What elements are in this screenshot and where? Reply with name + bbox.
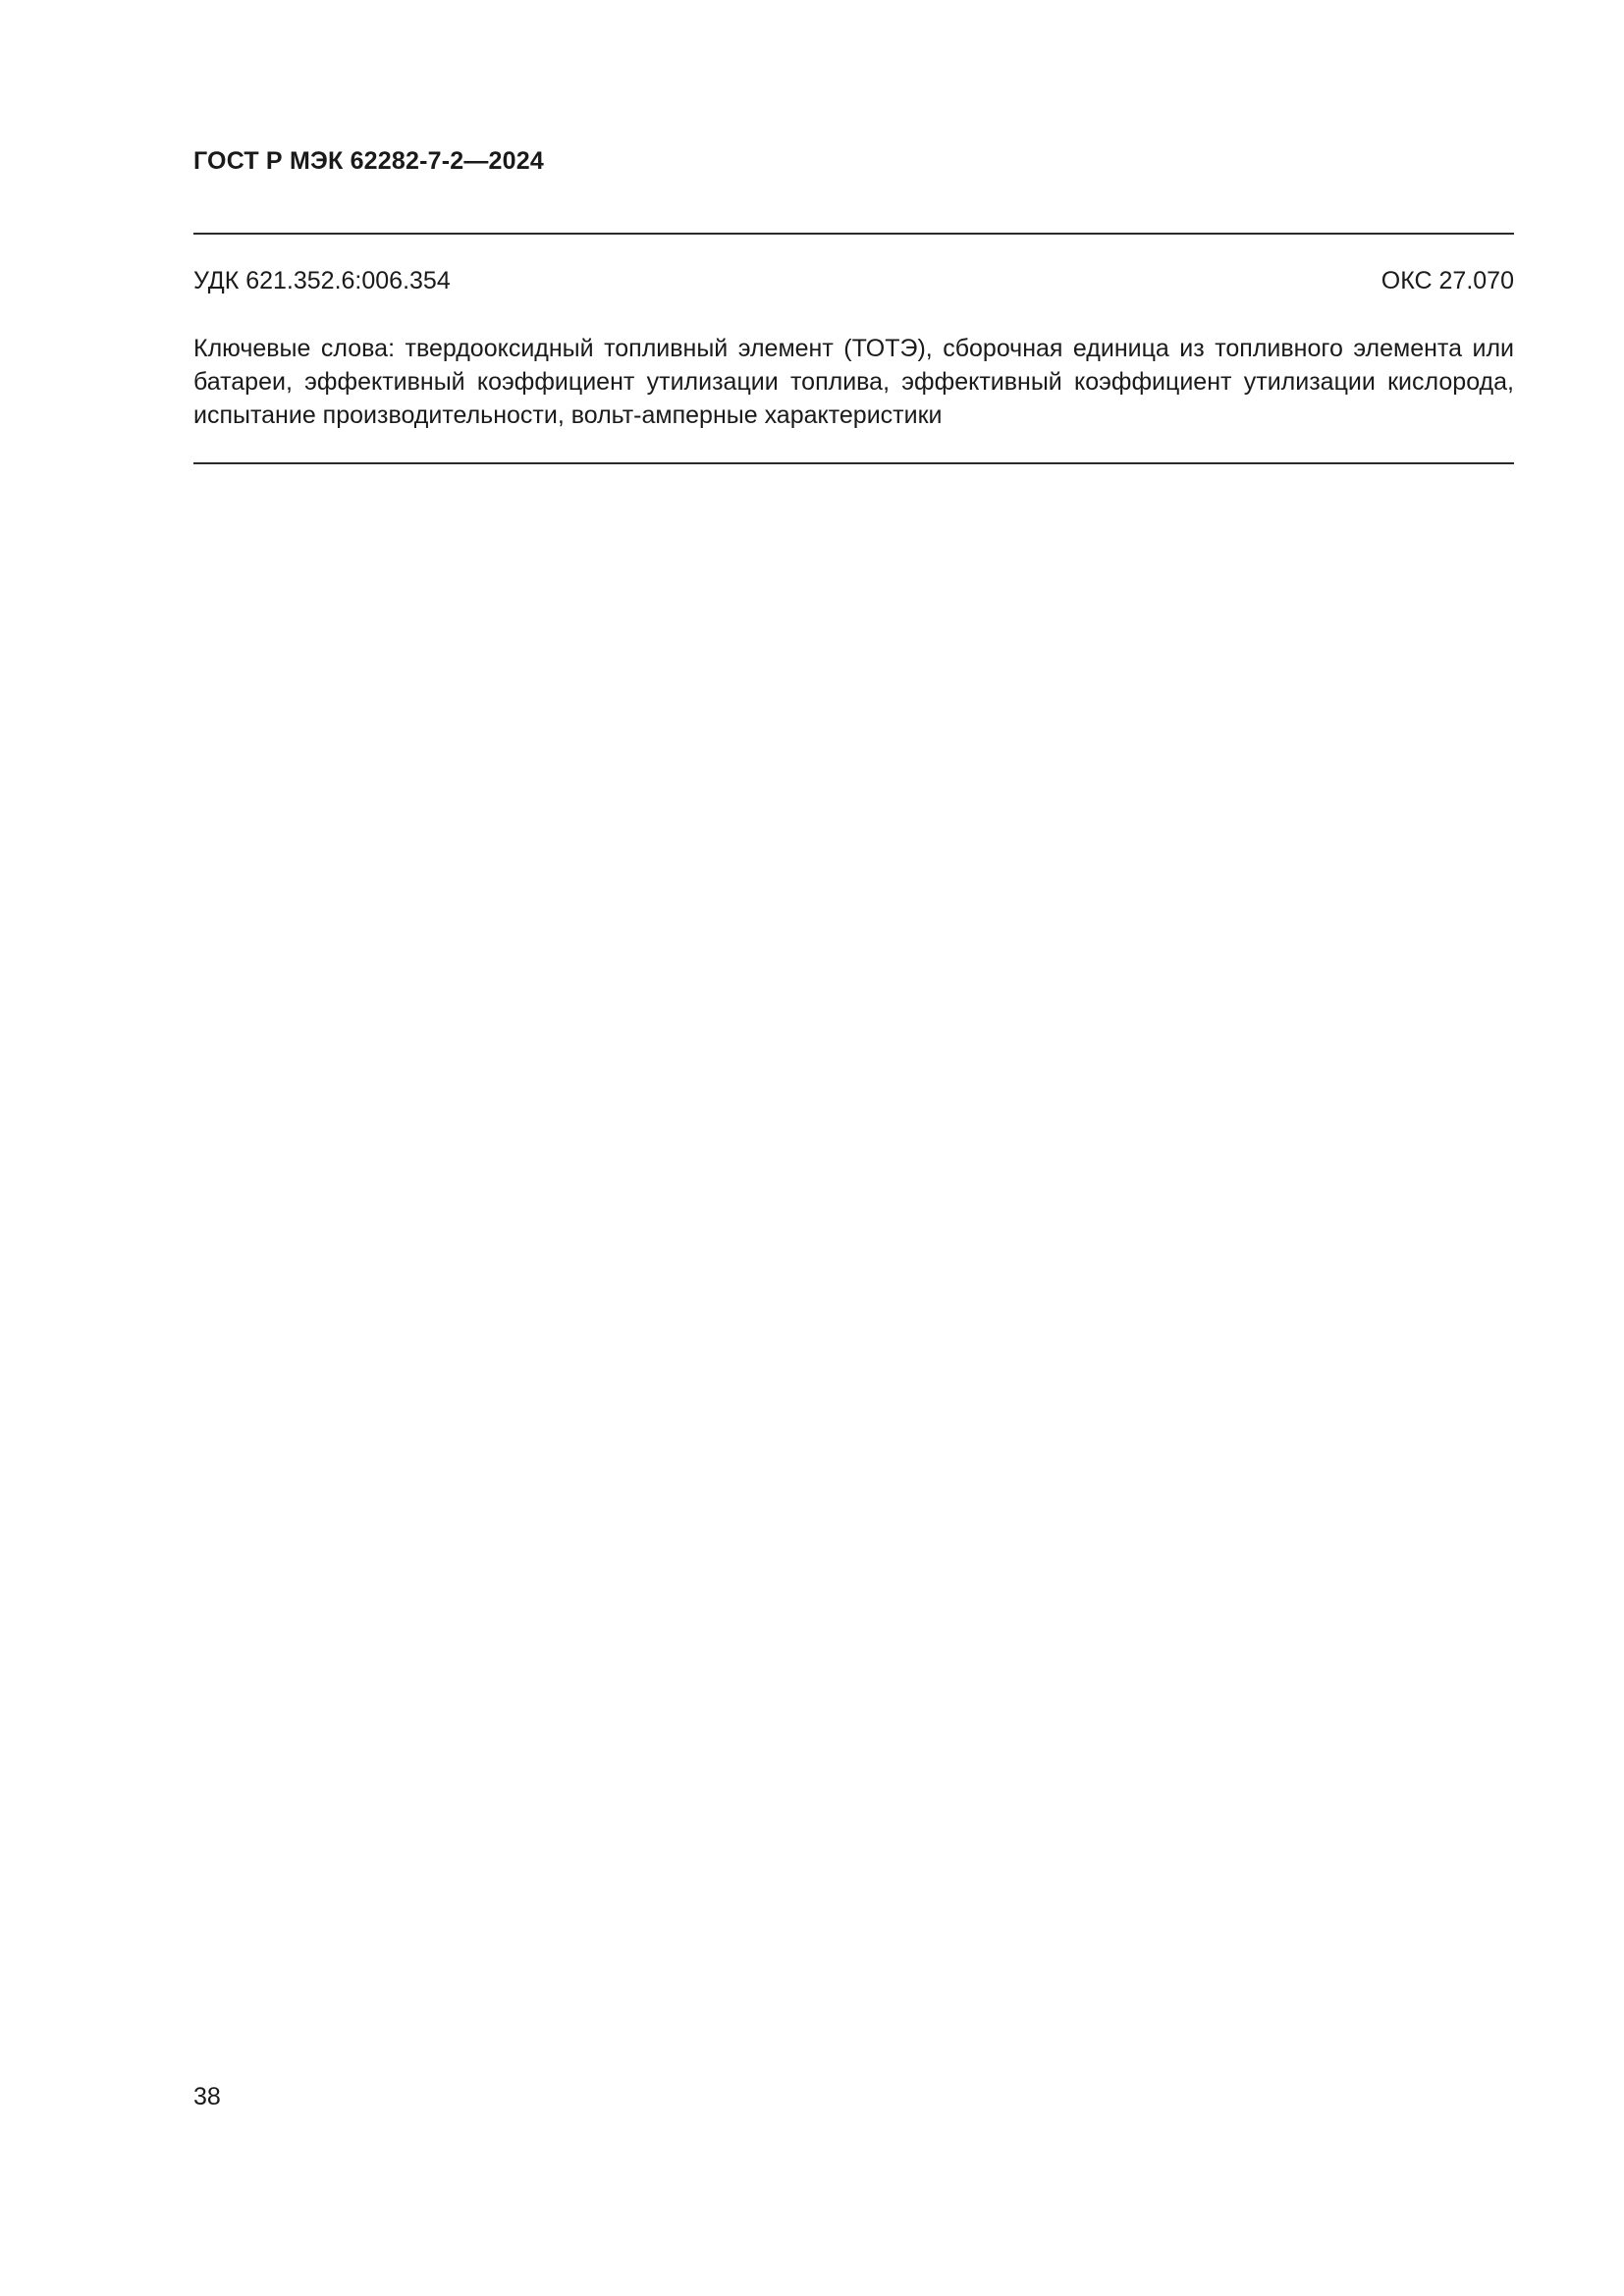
page-number: 38: [193, 2083, 221, 2110]
classification-codes: [193, 267, 1514, 300]
udk-code: УДК 621.352.6:006.354: [193, 267, 451, 294]
standard-designation: ГОСТ Р МЭК 62282-7-2—2024: [193, 147, 544, 175]
oks-code: ОКС 27.070: [1380, 267, 1514, 294]
bottom-divider: [193, 462, 1514, 464]
top-divider: [193, 233, 1514, 235]
keywords-paragraph: Ключевые слова: твердооксидный топливный элемент (ТОТЭ), сборочная единица из топливного элемента или батареи, эффективный коэффициент утилизации топлива, эффективный коэффициент утилизации кислорода, испытание производительности, вольт-амперные характеристики: [193, 335, 1514, 429]
